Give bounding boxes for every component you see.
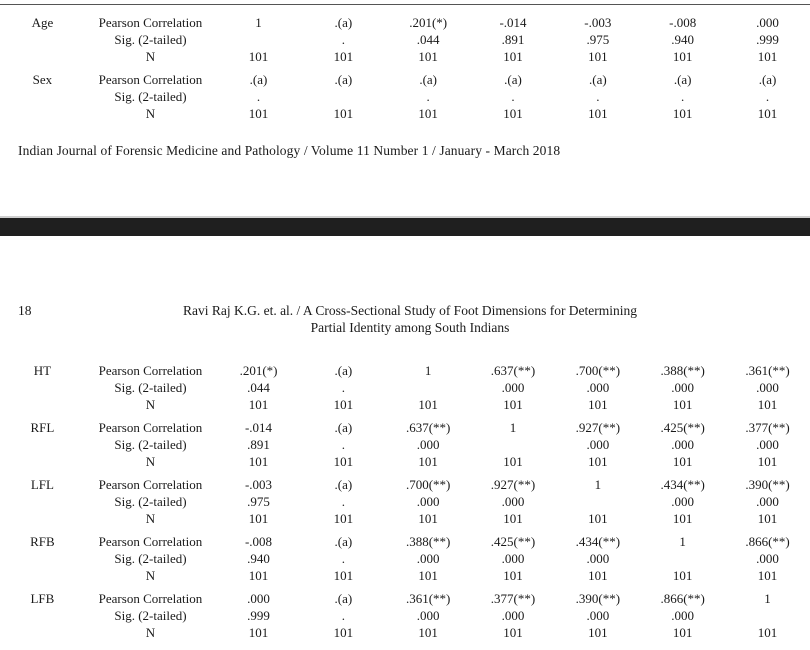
table-cell: . bbox=[341, 494, 345, 509]
table-cell: .700(**) bbox=[405, 477, 451, 492]
table-cell: . bbox=[765, 89, 770, 104]
variable-label-spacer bbox=[0, 105, 85, 122]
table-cell: .000 bbox=[501, 494, 525, 509]
table-cell: 101 bbox=[418, 106, 438, 121]
table-cell: .000 bbox=[671, 380, 695, 395]
variable-label: Sex bbox=[32, 72, 53, 87]
table-cell: 101 bbox=[248, 511, 269, 526]
running-header-line-1: Ravi Raj K.G. et. al. / A Cross-Sectional Study of Foot Dimensions for Determining bbox=[182, 303, 638, 318]
table-cell: .390(**) bbox=[575, 591, 621, 606]
table-row bbox=[0, 493, 810, 510]
table-row bbox=[0, 48, 810, 65]
table-cell: 101 bbox=[418, 454, 438, 469]
table-row bbox=[0, 105, 810, 122]
table-row bbox=[0, 607, 810, 624]
table-cell: .999 bbox=[756, 32, 779, 47]
statistic-label: N bbox=[145, 625, 156, 640]
table-cell: .000 bbox=[586, 608, 610, 623]
table-cell: .000 bbox=[501, 608, 525, 623]
table-cell: .700(**) bbox=[575, 363, 621, 378]
table-cell: 101 bbox=[503, 397, 523, 412]
table-cell: .000 bbox=[756, 437, 779, 452]
table-row bbox=[0, 396, 810, 413]
table-cell: .044 bbox=[247, 380, 270, 395]
table-cell: 101 bbox=[672, 397, 693, 412]
table-cell bbox=[640, 550, 725, 567]
variable-label: HT bbox=[33, 363, 52, 378]
table-cell: . bbox=[341, 551, 345, 566]
table-cell: 101 bbox=[418, 568, 438, 583]
correlation-table-top bbox=[0, 14, 810, 122]
table-cell: .637(**) bbox=[490, 363, 536, 378]
statistic-label: N bbox=[145, 511, 156, 526]
running-header-line-2: Partial Identity among South Indians bbox=[310, 320, 510, 335]
table-cell: .(a) bbox=[419, 72, 438, 87]
table-cell: 101 bbox=[672, 511, 693, 526]
table-cell: .000 bbox=[756, 15, 779, 30]
top-rule bbox=[0, 4, 810, 5]
table-cell: .000 bbox=[416, 494, 440, 509]
variable-label: LFB bbox=[30, 591, 55, 606]
statistic-label: Sig. (2-tailed) bbox=[114, 89, 187, 104]
variable-label-spacer bbox=[0, 624, 85, 641]
table-cell: 101 bbox=[672, 568, 693, 583]
table-cell bbox=[301, 88, 386, 105]
table-cell: 1 bbox=[594, 477, 602, 492]
statistic-label: Sig. (2-tailed) bbox=[114, 32, 187, 47]
table-cell: .000 bbox=[416, 608, 440, 623]
page-number: 18 bbox=[18, 303, 32, 318]
table-cell: .201(*) bbox=[409, 15, 448, 30]
table-cell: .361(**) bbox=[405, 591, 451, 606]
table-cell: . bbox=[341, 32, 345, 47]
table-cell: 101 bbox=[588, 454, 608, 469]
table-cell: 1 bbox=[424, 363, 432, 378]
table-cell: .000 bbox=[671, 437, 695, 452]
table-cell: 101 bbox=[418, 49, 438, 64]
table-row bbox=[0, 71, 810, 88]
table-cell: 101 bbox=[672, 49, 693, 64]
table-cell: .000 bbox=[416, 551, 440, 566]
table-row bbox=[0, 362, 810, 379]
table-cell: . bbox=[511, 89, 515, 104]
table-cell: . bbox=[341, 608, 345, 623]
table-cell bbox=[471, 436, 556, 453]
table-row bbox=[0, 624, 810, 641]
page-separator bbox=[0, 218, 810, 236]
table-cell: 101 bbox=[588, 625, 608, 640]
statistic-label: Pearson Correlation bbox=[98, 534, 203, 549]
table-cell: 101 bbox=[333, 568, 354, 583]
table-cell: 101 bbox=[418, 511, 438, 526]
table-cell: 101 bbox=[248, 454, 269, 469]
table-cell: .(a) bbox=[673, 72, 692, 87]
table-cell: 101 bbox=[757, 397, 778, 412]
table-cell: .434(**) bbox=[660, 477, 705, 492]
table-cell: .891 bbox=[247, 437, 270, 452]
table-cell: 101 bbox=[672, 625, 693, 640]
table-cell: .(a) bbox=[249, 72, 268, 87]
table-cell: .044 bbox=[416, 32, 440, 47]
statistic-label: N bbox=[145, 49, 156, 64]
table-cell: 101 bbox=[248, 106, 269, 121]
table-cell: .425(**) bbox=[490, 534, 536, 549]
table-cell bbox=[725, 607, 810, 624]
statistic-label: Pearson Correlation bbox=[98, 363, 203, 378]
table-cell: .377(**) bbox=[490, 591, 536, 606]
variable-label-spacer bbox=[0, 31, 85, 48]
table-cell: .377(**) bbox=[745, 420, 790, 435]
table-cell: 1 bbox=[509, 420, 517, 435]
statistic-label: Sig. (2-tailed) bbox=[114, 551, 187, 566]
table-cell: . bbox=[426, 89, 430, 104]
table-cell: 101 bbox=[757, 625, 778, 640]
table-cell: .(a) bbox=[334, 72, 353, 87]
table-cell: .(a) bbox=[588, 72, 607, 87]
table-row bbox=[0, 533, 810, 550]
statistic-label: Pearson Correlation bbox=[98, 15, 203, 30]
variable-label-spacer bbox=[0, 510, 85, 527]
statistic-label: Pearson Correlation bbox=[98, 477, 203, 492]
table-cell bbox=[386, 379, 471, 396]
table-cell: .637(**) bbox=[405, 420, 451, 435]
table-cell: -.003 bbox=[244, 477, 273, 492]
table-cell: .940 bbox=[247, 551, 270, 566]
table-cell: .927(**) bbox=[490, 477, 536, 492]
table-row bbox=[0, 476, 810, 493]
table-cell: .975 bbox=[586, 32, 610, 47]
table-cell: .000 bbox=[756, 380, 779, 395]
table-cell: . bbox=[341, 437, 345, 452]
table-cell: -.008 bbox=[244, 534, 273, 549]
table-cell: 101 bbox=[248, 568, 269, 583]
table-cell: .000 bbox=[671, 608, 695, 623]
table-row bbox=[0, 31, 810, 48]
table-cell: 101 bbox=[757, 568, 778, 583]
table-cell: .000 bbox=[501, 551, 525, 566]
table-cell: .000 bbox=[586, 437, 610, 452]
table-cell: .000 bbox=[756, 551, 779, 566]
table-cell: -.014 bbox=[499, 15, 527, 30]
table-cell: 101 bbox=[248, 625, 269, 640]
table-cell: 1 bbox=[764, 591, 771, 606]
table-cell: 101 bbox=[333, 49, 354, 64]
table-cell: 101 bbox=[757, 106, 778, 121]
statistic-label: Sig. (2-tailed) bbox=[114, 608, 187, 623]
variable-label-spacer bbox=[0, 550, 85, 567]
table-cell: .866(**) bbox=[660, 591, 705, 606]
variable-label: RFL bbox=[30, 420, 55, 435]
table-cell: 101 bbox=[757, 511, 778, 526]
statistic-label: Sig. (2-tailed) bbox=[114, 494, 187, 509]
table-cell: .000 bbox=[501, 380, 525, 395]
table-cell: 101 bbox=[333, 106, 354, 121]
statistic-label: Pearson Correlation bbox=[98, 420, 203, 435]
table-cell: . bbox=[681, 89, 685, 104]
table-cell: 1 bbox=[255, 15, 262, 30]
table-cell: .434(**) bbox=[575, 534, 621, 549]
table-row bbox=[0, 510, 810, 527]
table-row bbox=[0, 453, 810, 470]
variable-label-spacer bbox=[0, 436, 85, 453]
table-cell: .000 bbox=[416, 437, 440, 452]
table-cell: . bbox=[341, 380, 345, 395]
table-cell: .866(**) bbox=[745, 534, 790, 549]
table-cell: 101 bbox=[333, 511, 354, 526]
table-cell: .390(**) bbox=[745, 477, 790, 492]
table-cell: -.008 bbox=[669, 15, 697, 30]
statistic-label: Pearson Correlation bbox=[98, 591, 203, 606]
table-cell: .(a) bbox=[334, 15, 353, 30]
variable-label: LFL bbox=[30, 477, 54, 492]
table-cell: .(a) bbox=[334, 420, 353, 435]
variable-label-spacer bbox=[0, 453, 85, 470]
variable-label-spacer bbox=[0, 607, 85, 624]
table-cell: . bbox=[596, 89, 600, 104]
table-cell bbox=[555, 493, 640, 510]
table-cell: .388(**) bbox=[660, 363, 705, 378]
table-cell: 101 bbox=[503, 568, 523, 583]
table-cell: 101 bbox=[503, 511, 523, 526]
table-cell: 101 bbox=[757, 49, 778, 64]
table-cell: .927(**) bbox=[575, 420, 621, 435]
variable-label-spacer bbox=[0, 88, 85, 105]
table-row bbox=[0, 550, 810, 567]
table-cell: .(a) bbox=[758, 72, 777, 87]
variable-label-spacer bbox=[0, 567, 85, 584]
table-cell: 101 bbox=[248, 397, 269, 412]
variable-label-spacer bbox=[0, 396, 85, 413]
table-cell: 101 bbox=[503, 106, 523, 121]
table-cell: .201(*) bbox=[239, 363, 278, 378]
variable-label-spacer bbox=[0, 493, 85, 510]
table-cell: 101 bbox=[333, 625, 354, 640]
table-cell: .000 bbox=[247, 591, 270, 606]
table-cell: 101 bbox=[588, 49, 608, 64]
table-cell: 101 bbox=[248, 49, 269, 64]
table-cell: 101 bbox=[333, 397, 354, 412]
table-row bbox=[0, 567, 810, 584]
table-cell: 101 bbox=[418, 397, 438, 412]
statistic-label: N bbox=[145, 454, 156, 469]
table-cell: 101 bbox=[503, 625, 523, 640]
variable-label-spacer bbox=[0, 48, 85, 65]
table-cell: .(a) bbox=[334, 363, 353, 378]
table-row bbox=[0, 419, 810, 436]
table-cell: .975 bbox=[247, 494, 270, 509]
table-cell: .000 bbox=[756, 494, 779, 509]
table-cell: 101 bbox=[418, 625, 438, 640]
table-cell: . bbox=[256, 89, 261, 104]
table-cell: -.014 bbox=[244, 420, 273, 435]
variable-label: RFB bbox=[30, 534, 55, 549]
statistic-label: Pearson Correlation bbox=[98, 72, 203, 87]
table-cell: .361(**) bbox=[745, 363, 790, 378]
table-cell: .388(**) bbox=[405, 534, 451, 549]
table-cell: 101 bbox=[588, 568, 608, 583]
table-cell: .940 bbox=[671, 32, 695, 47]
table-cell: 1 bbox=[679, 534, 686, 549]
table-row bbox=[0, 590, 810, 607]
journal-footer: Indian Journal of Forensic Medicine and Pathology / Volume 11 Number 1 / January - March 2018 bbox=[18, 143, 561, 158]
table-cell: 101 bbox=[503, 454, 523, 469]
table-cell: .(a) bbox=[334, 534, 353, 549]
table-cell: 101 bbox=[672, 454, 693, 469]
table-cell: 101 bbox=[588, 511, 608, 526]
table-cell: 101 bbox=[588, 397, 608, 412]
statistic-label: Sig. (2-tailed) bbox=[114, 437, 187, 452]
table-row bbox=[0, 436, 810, 453]
table-cell: .000 bbox=[671, 494, 695, 509]
table-cell: -.003 bbox=[584, 15, 612, 30]
table-row bbox=[0, 379, 810, 396]
statistic-label: N bbox=[145, 106, 156, 121]
variable-label: Age bbox=[31, 15, 54, 30]
table-cell: 101 bbox=[672, 106, 693, 121]
table-cell: .(a) bbox=[504, 72, 522, 87]
statistic-label: Sig. (2-tailed) bbox=[114, 380, 187, 395]
table-cell: .000 bbox=[586, 380, 610, 395]
statistic-label: N bbox=[145, 397, 156, 412]
table-cell: .(a) bbox=[334, 477, 353, 492]
table-cell: .425(**) bbox=[660, 420, 705, 435]
table-cell: 101 bbox=[757, 454, 778, 469]
variable-label-spacer bbox=[0, 379, 85, 396]
statistic-label: N bbox=[145, 568, 156, 583]
table-cell: 101 bbox=[588, 106, 608, 121]
table-cell bbox=[216, 31, 301, 48]
table-cell: 101 bbox=[333, 454, 354, 469]
table-cell: .000 bbox=[586, 551, 610, 566]
table-cell: .891 bbox=[501, 32, 525, 47]
table-row bbox=[0, 14, 810, 31]
table-cell: .999 bbox=[247, 608, 270, 623]
table-row bbox=[0, 88, 810, 105]
table-cell: .(a) bbox=[334, 591, 353, 606]
table-cell: 101 bbox=[503, 49, 523, 64]
correlation-table-bottom bbox=[0, 362, 810, 641]
